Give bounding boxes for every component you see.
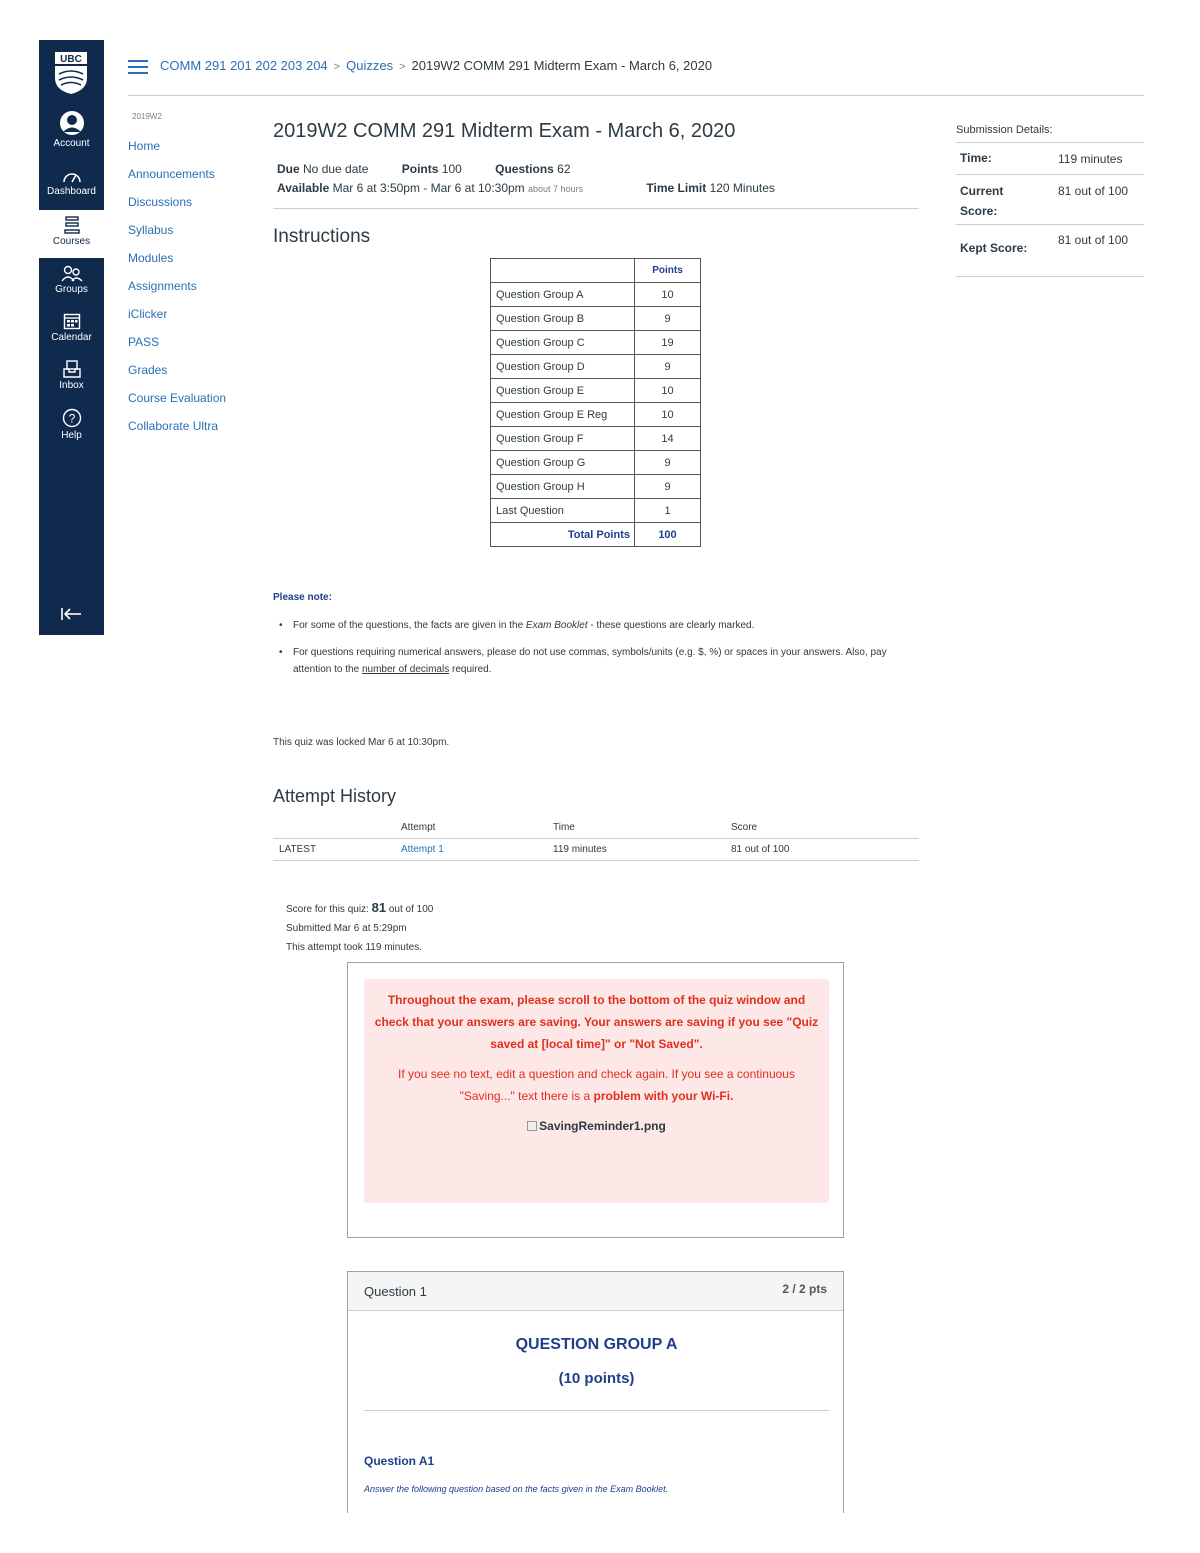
table-header-row: [491, 259, 701, 283]
courses-icon: [64, 216, 80, 234]
attempt-history-table: [273, 818, 919, 861]
inbox-icon: [63, 360, 81, 378]
nav-calendar-label: Calendar: [51, 332, 92, 343]
points-cell: 10: [635, 403, 701, 427]
submission-detail-row: [956, 143, 1144, 175]
breadcrumb-separator-icon: >: [333, 61, 341, 73]
question-name: Question 1: [364, 1284, 427, 1299]
points-cell: 1: [635, 499, 701, 523]
attempt-col-time: Time: [553, 818, 731, 838]
group-cell: Question Group E Reg: [491, 403, 635, 427]
broken-image-alt: SavingReminder1.png: [539, 1119, 666, 1133]
detail-label: Current Score:: [960, 184, 1004, 218]
account-icon: [59, 110, 85, 136]
table-row: [491, 403, 701, 427]
course-nav-grades[interactable]: Grades: [128, 363, 168, 377]
locked-text: This quiz was locked Mar 6 at 10:30pm.: [273, 737, 450, 748]
attempt-score: 81 out of 100: [731, 838, 919, 860]
total-value: 100: [635, 523, 701, 547]
nav-groups-label: Groups: [55, 284, 88, 295]
detail-value: 81 out of 100: [1058, 184, 1129, 198]
group-cell: Last Question: [491, 499, 635, 523]
table-header-blank: [491, 259, 635, 283]
breadcrumb-quizzes[interactable]: Quizzes: [346, 58, 394, 73]
questions-value: 62: [557, 162, 571, 176]
group-cell: Question Group F: [491, 427, 635, 451]
note1-emphasis: Exam Booklet: [525, 620, 588, 631]
time-limit-value: 120 Minutes: [709, 181, 775, 195]
available-label: Available: [277, 181, 330, 195]
attempt-history-heading: Attempt History: [273, 786, 397, 806]
course-nav-assignments[interactable]: Assignments: [128, 279, 197, 293]
divider: [364, 1410, 829, 1411]
note2-text-a: For questions requiring numerical answers, please do not use commas, symbols/units (e.g. $, %) or spaces in your answers. Also, pay attention to the: [293, 647, 887, 675]
reminder-p2-text: If you see no text, edit a question and check again. If you see a continuous "Saving..." text there is a: [398, 1067, 795, 1103]
nav-courses[interactable]: [39, 210, 104, 258]
breadcrumb-current: 2019W2 COMM 291 Midterm Exam - March 6, 2020: [411, 58, 713, 73]
nav-help[interactable]: [39, 408, 104, 441]
nav-groups[interactable]: [39, 264, 104, 295]
svg-text:?: ?: [68, 411, 75, 426]
breadcrumb-bar: [128, 54, 1144, 96]
table-row: [491, 283, 701, 307]
score-prefix: Score for this quiz:: [286, 904, 372, 915]
attempt-status: LATEST: [273, 838, 401, 860]
table-row: [491, 355, 701, 379]
quiz-meta: [277, 162, 919, 200]
reminder-paragraph-2: [364, 1055, 829, 1107]
available-value: Mar 6 at 3:50pm - Mar 6 at 10:30pm: [332, 181, 525, 195]
table-row: [491, 331, 701, 355]
points-cell: 9: [635, 451, 701, 475]
reminder-paragraph-1: Throughout the exam, please scroll to the bottom of the quiz window and check that your answers are saving. Your answers are saving if you see "Quiz saved at [local time]" or "Not Saved".: [374, 993, 819, 1051]
due-value: No due date: [303, 162, 369, 176]
page-title: 2019W2 COMM 291 Midterm Exam - March 6, 2020: [273, 120, 736, 142]
course-nav-home[interactable]: Home: [128, 139, 161, 153]
note1-text-a: For some of the questions, the facts are given in the: [293, 620, 526, 631]
note-heading: Please note:: [273, 592, 332, 603]
points-value: 100: [441, 162, 462, 176]
nav-dashboard[interactable]: [39, 168, 104, 197]
score-suffix: out of 100: [386, 904, 434, 915]
nav-help-label: Help: [61, 430, 82, 441]
course-nav-iclicker[interactable]: iClicker: [128, 307, 168, 321]
help-icon: [62, 408, 82, 428]
dashboard-icon: [62, 168, 82, 184]
nav-account-label: Account: [53, 138, 90, 149]
list-item: [279, 617, 909, 634]
svg-text:UBC: UBC: [60, 54, 82, 65]
course-nav-modules[interactable]: Modules: [128, 251, 174, 265]
course-nav-course-evaluation[interactable]: Course Evaluation: [128, 391, 227, 405]
breadcrumb-course[interactable]: COMM 291 201 202 203 204: [160, 58, 328, 73]
nav-inbox-label: Inbox: [59, 380, 84, 391]
collapse-nav-icon[interactable]: [59, 606, 83, 622]
instructions-heading: Instructions: [273, 226, 371, 247]
breadcrumb: [160, 58, 712, 73]
list-item: [279, 644, 909, 678]
course-nav: [128, 112, 258, 446]
note2-underline: number of decimals: [361, 664, 450, 675]
course-nav-syllabus[interactable]: Syllabus: [128, 223, 174, 237]
reminder-p2-emphasis: problem with your Wi-Fi.: [593, 1089, 734, 1103]
course-term: 2019W2: [132, 112, 162, 121]
submitted-text: Submitted Mar 6 at 5:29pm: [286, 923, 407, 934]
available-duration: about 7 hours: [528, 184, 584, 194]
points-cell: 9: [635, 307, 701, 331]
question-group-title: QUESTION GROUP A: [515, 1336, 678, 1353]
question-subtitle: Question A1: [364, 1454, 435, 1468]
saving-reminder-panel: [364, 979, 829, 1203]
questions-label: Questions: [495, 162, 554, 176]
points-cell: 10: [635, 283, 701, 307]
submission-details-heading: Submission Details:: [956, 124, 1144, 143]
submission-detail-row: [956, 225, 1144, 277]
due-label: Due: [277, 162, 300, 176]
submission-details: [956, 124, 1144, 277]
nav-calendar[interactable]: [39, 312, 104, 343]
table-header-row: [273, 818, 919, 838]
group-cell: Question Group E: [491, 379, 635, 403]
breadcrumb-separator-icon: >: [399, 61, 406, 73]
calendar-icon: [63, 312, 81, 330]
table-row: [491, 307, 701, 331]
table-row: [491, 427, 701, 451]
note1-text-b: - these questions are clearly marked.: [587, 620, 755, 631]
points-cell: 19: [635, 331, 701, 355]
saving-reminder-box: [347, 962, 844, 1238]
course-nav-discussions[interactable]: Discussions: [128, 195, 193, 209]
points-cell: 9: [635, 475, 701, 499]
table-row: [273, 838, 919, 860]
group-cell: Question Group D: [491, 355, 635, 379]
score-summary: [286, 898, 433, 957]
broken-image: [364, 1115, 829, 1137]
table-row: [491, 499, 701, 523]
question-card: [347, 1271, 844, 1513]
question-text: Answer the following question based on the facts given in the Exam Booklet.: [364, 1484, 669, 1494]
table-header-points: Points: [635, 259, 701, 283]
nav-courses-label: Courses: [52, 236, 91, 247]
question-points: 2 / 2 pts: [782, 1282, 827, 1296]
score-value: 81: [371, 900, 387, 915]
nav-account[interactable]: [39, 110, 104, 149]
notes-list: [279, 617, 909, 688]
detail-value: 119 minutes: [1058, 152, 1123, 166]
nav-dashboard-label: Dashboard: [47, 186, 96, 197]
detail-label: Time:: [960, 151, 992, 165]
broken-image-icon: [527, 1121, 537, 1131]
course-nav-collaborate-ultra[interactable]: Collaborate Ultra: [128, 419, 219, 433]
question-group-points: (10 points): [558, 1370, 635, 1387]
attempt-col-attempt: Attempt: [401, 818, 553, 838]
points-cell: 14: [635, 427, 701, 451]
course-nav-announcements[interactable]: Announcements: [128, 167, 215, 181]
duration-text: This attempt took 119 minutes.: [286, 942, 422, 953]
submission-detail-row: [956, 175, 1144, 225]
question-header: [348, 1272, 843, 1311]
group-cell: Question Group A: [491, 283, 635, 307]
table-row: [491, 379, 701, 403]
course-nav-pass[interactable]: PASS: [128, 335, 160, 349]
points-table: [490, 258, 701, 547]
divider: [273, 208, 919, 209]
detail-value: 81 out of 100: [1058, 233, 1129, 247]
groups-icon: [61, 264, 83, 282]
points-label: Points: [401, 162, 439, 176]
points-cell: 9: [635, 355, 701, 379]
hamburger-menu-icon[interactable]: [128, 60, 148, 74]
global-nav: [39, 40, 104, 635]
group-cell: Question Group H: [491, 475, 635, 499]
detail-label: Kept Score:: [960, 241, 1028, 255]
table-row: [491, 451, 701, 475]
ubc-logo[interactable]: [53, 52, 89, 94]
nav-inbox[interactable]: [39, 360, 104, 391]
total-label: Total Points: [491, 523, 635, 547]
table-total-row: [491, 523, 701, 547]
note2-text-b: required.: [449, 664, 492, 675]
group-cell: Question Group C: [491, 331, 635, 355]
group-cell: Question Group B: [491, 307, 635, 331]
attempt-link[interactable]: Attempt 1: [401, 843, 444, 855]
attempt-col-status: [273, 818, 401, 838]
attempt-time: 119 minutes: [553, 838, 731, 860]
time-limit-label: Time Limit: [646, 181, 707, 195]
points-cell: 10: [635, 379, 701, 403]
group-cell: Question Group G: [491, 451, 635, 475]
attempt-col-score: Score: [731, 818, 919, 838]
table-row: [491, 475, 701, 499]
